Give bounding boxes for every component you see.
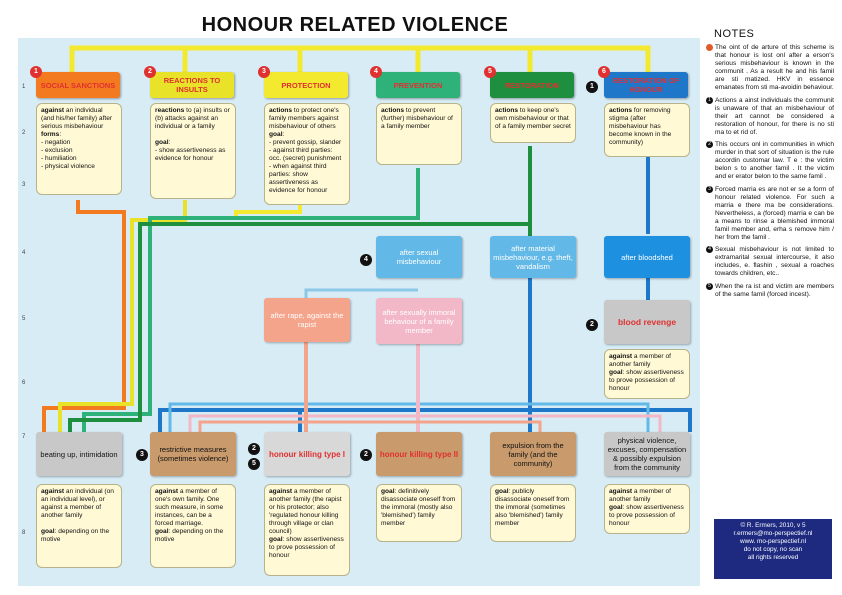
note-text: The oint of de arture of this scheme is that honour is lost onl after a erson's serious misbehaviour is known in the communit . As a result he and his famil are sti matized. HKV in essence emanates from sti ma-avoidin behaviour. — [715, 44, 834, 92]
reaction-honour-killing-type-2: honour killing type II — [376, 432, 462, 476]
note-item — [706, 246, 834, 278]
description-honour-killing-type-2: goal: definitively disassociate oneself from the immoral (mostly also 'blemished') family member — [376, 484, 462, 542]
row-number: 2 — [22, 130, 26, 136]
note-text: This occurs onl in communities in which murder in that sort of situation is the rule accordin customar law. T e : the victim belon s to another famil . It the victim and er erator belon to the same famil . — [715, 141, 834, 181]
note-bullet-icon: 4 — [706, 246, 713, 253]
trigger-material-misbehaviour: after material misbehaviour, e.g. theft, vandalism — [490, 236, 576, 278]
category-number-badge: 4 — [370, 66, 382, 78]
credit-line: do not copy, no scan — [743, 546, 803, 553]
category-prevention: PREVENTION — [376, 72, 460, 98]
description-restoration-of-honour: actions for removing stigma (after misbehaviour has become known in the community) — [604, 103, 690, 157]
description-expulsion: goal: publicly disassociate oneself from the immoral (sometimes also 'blemished') family member — [490, 484, 576, 542]
description-restoration: actions to keep one's own misbehaviour or that of a family member secret — [490, 103, 576, 143]
description-honour-killing-type-1: against a member of another family (the rapist or his protector; also 'regulated honour killing through village or clan council) goal: show assertiveness to prove possession of honour — [264, 484, 350, 576]
marker-5: 5 — [248, 458, 260, 470]
description-protection: actions to protect one's family members against misbehaviour of others goal: - prevent gossip, slander - against third parties: occ. (secret) punishment - when against third parties: show assertiveness as evidence for honour — [264, 103, 350, 205]
note-text: Actions a ainst individuals the communit is unaware of that an misbehaviour of their art cannot be considered a restoration of honour, for there is no sti ma to et rid of. — [715, 96, 834, 136]
note-item — [706, 97, 834, 137]
category-social-sanctions: SOCIAL SANCTIONS — [36, 72, 120, 98]
marker-3: 3 — [136, 449, 148, 461]
marker-2: 2 — [248, 443, 260, 455]
row-number: 1 — [22, 84, 26, 90]
row-number: 6 — [22, 380, 26, 386]
marker-1: 1 — [586, 81, 598, 93]
category-reactions-to-insults: REACTIONS TO INSULTS — [150, 72, 234, 98]
marker-4: 4 — [360, 254, 372, 266]
category-restoration: RESTORATION — [490, 72, 574, 98]
marker-2: 2 — [360, 449, 372, 461]
row-number: 3 — [22, 182, 26, 188]
description-restrictive-measures: against a member of one's own family. One such measure, in some instances, can be a forced marriage. goal: depending on the motive — [150, 484, 236, 568]
blood-revenge: blood revenge — [604, 300, 690, 344]
category-number-badge: 2 — [144, 66, 156, 78]
row-number: 8 — [22, 530, 26, 536]
category-protection: PROTECTION — [264, 72, 348, 98]
note-text: Sexual misbehaviour is not limited to extramarital sexual intercourse, it also includes, e. flashin , sexual a roaches towards children, etc.. — [715, 246, 834, 278]
notes-list — [706, 44, 834, 303]
category-restoration-of-honour: RESTORATION OF HONOUR — [604, 72, 688, 98]
category-number-badge: 5 — [484, 66, 496, 78]
note-item — [706, 141, 834, 181]
trigger-sexual-misbehaviour: after sexual misbehaviour — [376, 236, 462, 278]
trigger-bloodshed: after bloodshed — [604, 236, 690, 278]
credit-line: © R. Ermers, 2010, v 5 — [740, 522, 806, 529]
note-bullet-icon: 2 — [706, 141, 713, 148]
trigger-after-rape: after rape, against the rapist — [264, 298, 350, 342]
reaction-restrictive-measures: restrictive measures (sometimes violence) — [150, 432, 236, 476]
marker-2: 2 — [586, 319, 598, 331]
category-number-badge: 6 — [598, 66, 610, 78]
trigger-sexually-immoral-behaviour: after sexually immoral behaviour of a family member — [376, 298, 462, 344]
reaction-expulsion: expulsion from the family (and the community) — [490, 432, 576, 476]
note-text: Forced marria es are not er se a form of honour related violence. For such a marria e there ma be considerations. Nevertheless, a (forced) marria e can be a means to rinse a blemished immoral famil member and, erha s remove him / her from the famil . — [715, 185, 834, 242]
reaction-beating-up: beating up, intimidation — [36, 432, 122, 476]
row-number: 4 — [22, 250, 26, 256]
description-beating-up: against an individual (on an individual level), or against a member of another family goal: depending on the motive — [36, 484, 122, 568]
note-text: When the ra ist and victim are members of the same famil (forced incest). — [715, 282, 834, 298]
description-reactions-to-insults: reactions to (a) insults or (b) attacks against an individual or a family goal: - show assertiveness as evidence for honour — [150, 103, 236, 199]
note-bullet-icon: 1 — [706, 97, 713, 104]
note-item — [706, 44, 834, 93]
diagram-title: HONOUR RELATED VIOLENCE — [201, 14, 509, 36]
credit-line: all rights reserved — [747, 554, 799, 561]
row-number: 7 — [22, 434, 26, 440]
note-bullet-icon — [706, 44, 713, 51]
category-number-badge: 3 — [258, 66, 270, 78]
credit-line: r.ermers@mo-perspectief.nl — [733, 530, 813, 537]
reaction-honour-killing-type-1: honour killing type I — [264, 432, 350, 476]
row-number: 5 — [22, 316, 26, 322]
description-physical-violence: against a member of another family goal: show assertiveness to prove possession of honour — [604, 484, 690, 534]
notes-heading: NOTES — [714, 28, 755, 40]
description-social-sanctions: against an individual (and his/her family) after serious misbehaviour forms: - negation - exclusion - humiliation - physical violence — [36, 103, 122, 195]
credit-line: www. mo-perspectief.nl — [739, 538, 807, 545]
note-bullet-icon: 5 — [706, 283, 713, 290]
credit-box — [714, 519, 832, 579]
description-blood-revenge: against a member of another family goal: show assertiveness to prove possession of honour — [604, 349, 690, 399]
note-bullet-icon: 3 — [706, 186, 713, 193]
category-number-badge: 1 — [30, 66, 42, 78]
reaction-physical-violence: physical violence, excuses, compensation & possibly expulsion from the community — [604, 432, 690, 476]
note-item — [706, 283, 834, 299]
description-prevention: actions to prevent (further) misbehaviour of a family member — [376, 103, 462, 165]
note-item — [706, 186, 834, 243]
